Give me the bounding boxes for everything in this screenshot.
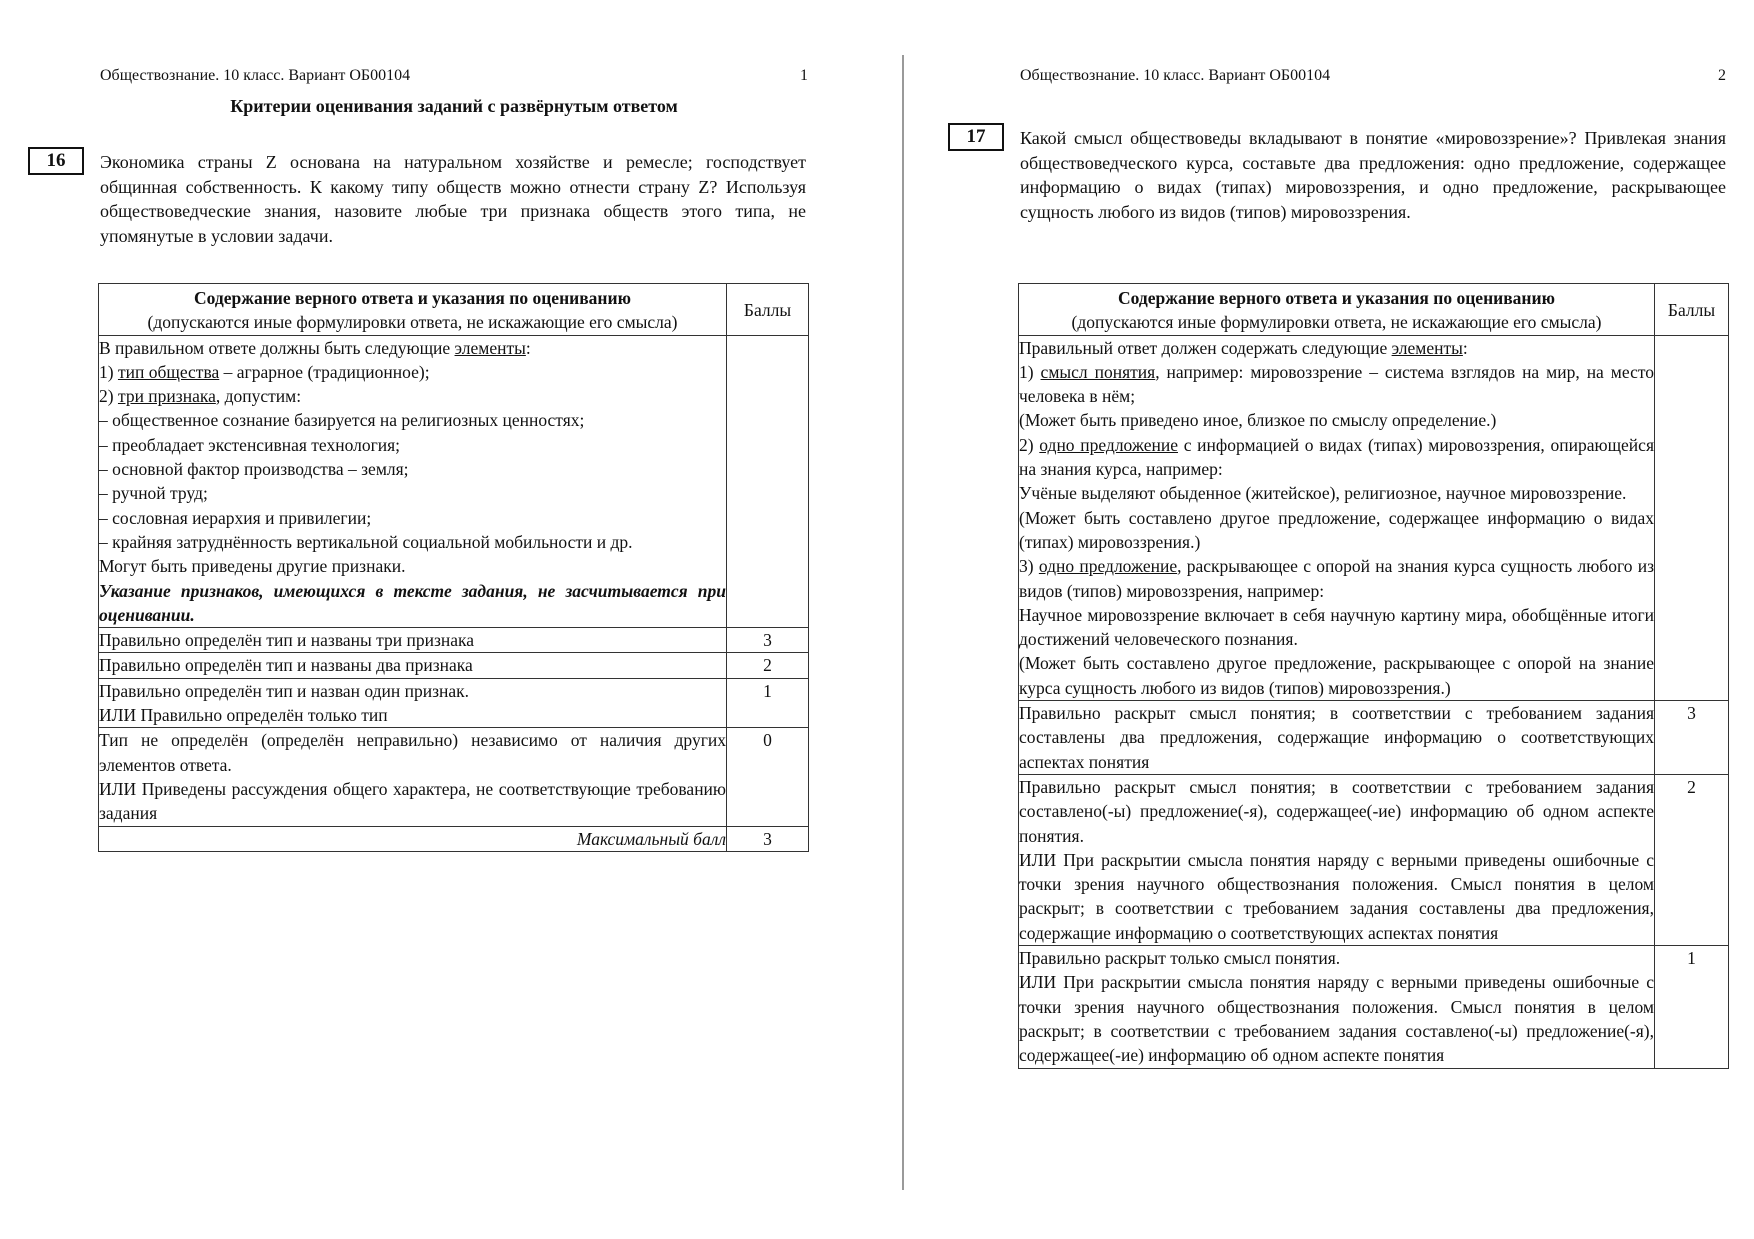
answer-content xyxy=(1019,335,1655,700)
criterion-score: 2 xyxy=(727,653,809,678)
criterion-text: Правильно раскрыт только смысл понятия. ИЛИ При раскрытии смысла понятия наряду с верными приведены ошибочные с точки зрения научного обществознания положения. Смысл понятия в целом раскрыт; в соответствии с требованием задания составлено(-ы) предложение(-я), содержащее(-ие) информацию об одном аспекте понятия xyxy=(1019,946,1655,1068)
page-title: Критерии оценивания заданий с развёрнутым ответом xyxy=(230,96,678,116)
table-row xyxy=(1019,701,1729,775)
criterion-score: 3 xyxy=(1655,701,1729,775)
content-line: 2) три признака, допустим: xyxy=(99,386,302,407)
table-row xyxy=(99,335,809,628)
content-note: Указание признаков, имеющихся в тексте задания, не засчитывается при оценивании. xyxy=(99,580,726,625)
task-17-text: Какой смысл обществоведы вкладывают в понятие «мировоззрение»? Привлекая знания обществоведческого курса, составьте два предложения: одно предложение, содержащее информацию о видах (типах) мировоззрения, и одно предложение, раскрывающее сущность любого из видов (типов) мировоззрения. xyxy=(1020,128,1726,222)
answer-content xyxy=(99,335,727,628)
table-header-row xyxy=(1019,284,1729,336)
criterion-score: 1 xyxy=(727,678,809,728)
right-page-header: Обществознание. 10 класс. Вариант ОБ00104 xyxy=(1020,67,1331,84)
header-score: Баллы xyxy=(1655,284,1729,336)
right-page-number: 2 xyxy=(1718,67,1726,84)
criteria-table-16 xyxy=(98,283,809,852)
content-line: Научное мировоззрение включает в себя научную картину мира, обобщённые итоги достижений человеческого познания. xyxy=(1019,604,1654,650)
header-title: Содержание верного ответа и указания по оцениванию xyxy=(194,288,631,308)
criterion-score: 1 xyxy=(1655,946,1729,1068)
table-header-content xyxy=(1019,284,1655,336)
answer-score-empty xyxy=(727,335,809,628)
table-row xyxy=(1019,335,1729,700)
content-line: – крайняя затруднённость вертикальной социальной мобильности и др. xyxy=(99,531,633,552)
content-line: Учёные выделяют обыденное (житейское), религиозное, научное мировоззрение. xyxy=(1019,483,1627,504)
criterion-score: 0 xyxy=(727,728,809,826)
max-score-value: 3 xyxy=(727,826,809,851)
task-number-17: 17 xyxy=(948,123,1004,151)
content-line: – преобладает экстенсивная технология; xyxy=(99,434,401,455)
table-row xyxy=(99,678,809,728)
table-header-row xyxy=(99,284,809,336)
content-line: (Может быть составлено другое предложение, содержащее информацию о видах (типах) мировоззрения.) xyxy=(1019,507,1654,552)
left-page-header: Обществознание. 10 класс. Вариант ОБ00104 xyxy=(100,67,411,84)
header-title: Содержание верного ответа и указания по оцениванию xyxy=(1118,288,1555,308)
content-line: 1) смысл понятия, например: мировоззрение – система взглядов на мир, на место человека в нём; xyxy=(1019,361,1655,407)
content-line: 1) тип общества – аграрное (традиционное); xyxy=(99,361,430,382)
table-row-max xyxy=(99,826,809,851)
header-subtitle: (допускаются иные формулировки ответа, не искажающие его смысла) xyxy=(1071,312,1602,333)
criterion-text: Правильно определён тип и назван один признак. ИЛИ Правильно определён только тип xyxy=(99,678,727,728)
left-page-number: 1 xyxy=(800,67,808,84)
criterion-text: Правильно определён тип и названы три признака xyxy=(99,628,727,653)
content-line: – основной фактор производства – земля; xyxy=(99,459,409,480)
content-line: 2) одно предложение с информацией о видах (типах) мировоззрения, опирающейся на знания курса, например: xyxy=(1019,434,1654,480)
table-row xyxy=(99,628,809,653)
criterion-text: Правильно раскрыт смысл понятия; в соответствии с требованием задания составлены два предложения, содержащие информацию о соответствующих аспектах понятия xyxy=(1019,701,1655,775)
content-line: Правильный ответ должен содержать следующие элементы: xyxy=(1019,337,1468,358)
content-line: (Может быть составлено другое предложение, раскрывающее с опорой на знание курса сущность любого из видов (типов) мировоззрения.) xyxy=(1019,653,1654,698)
table-row xyxy=(99,653,809,678)
content-line: – общественное сознание базируется на религиозных ценностях; xyxy=(99,410,585,431)
page-divider xyxy=(902,55,904,1190)
criterion-score: 3 xyxy=(727,628,809,653)
content-line: – сословная иерархия и привилегии; xyxy=(99,507,372,528)
content-line: (Может быть приведено иное, близкое по смыслу определение.) xyxy=(1019,410,1497,431)
task-16-text: Экономика страны Z основана на натуральном хозяйстве и ремесле; господствует общинная собственность. К какому типу обществ можно отнести страну Z? Используя обществоведческие знания, назовите любые три признака обществ этого типа, не упомянутые в условии задачи. xyxy=(100,152,806,246)
content-line: – ручной труд; xyxy=(99,483,208,504)
criterion-text: Правильно определён тип и названы два признака xyxy=(99,653,727,678)
header-subtitle: (допускаются иные формулировки ответа, не искажающие его смысла) xyxy=(147,312,678,333)
answer-score-empty xyxy=(1655,335,1729,700)
content-line: Могут быть приведены другие признаки. xyxy=(99,556,406,577)
content-line: В правильном ответе должны быть следующие элементы: xyxy=(99,337,531,358)
table-header-content xyxy=(99,284,727,336)
criterion-text: Правильно раскрыт смысл понятия; в соответствии с требованием задания составлено(-ы) предложение(-я), содержащее(-ие) информацию об одном аспекте понятия. ИЛИ При раскрытии смысла понятия наряду с верными приведены ошибочные с точки зрения научного обществознания положения. Смысл понятия в целом раскрыт; в соответствии с требованием задания составлены два предложения, содержащие информацию о соответствующих аспектах понятия xyxy=(1019,774,1655,945)
content-line: 3) одно предложение, раскрывающее с опорой на знания курса сущность любого из видов (типов) мировоззрения, например: xyxy=(1019,556,1655,601)
task-number-16: 16 xyxy=(28,147,84,175)
table-row xyxy=(1019,774,1729,945)
criteria-table-17 xyxy=(1018,283,1729,1069)
max-score-label: Максимальный балл xyxy=(99,826,727,851)
table-row xyxy=(1019,946,1729,1068)
table-row xyxy=(99,728,809,826)
header-score: Баллы xyxy=(727,284,809,336)
criterion-text: Тип не определён (определён неправильно) независимо от наличия других элементов ответа. ИЛИ Приведены рассуждения общего характера, не соответствующие требованию задания xyxy=(99,728,727,826)
criterion-score: 2 xyxy=(1655,774,1729,945)
